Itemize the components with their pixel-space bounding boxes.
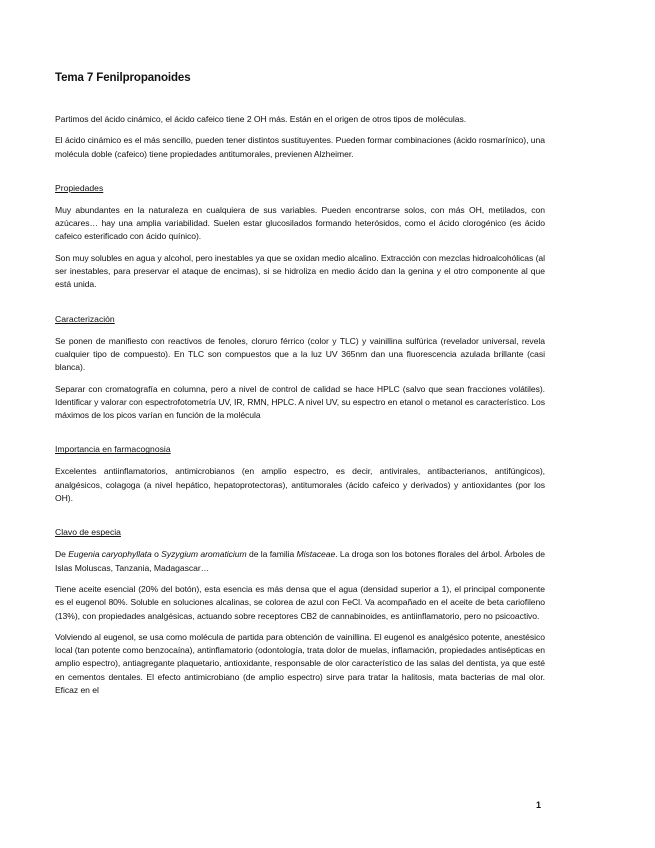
species-name-1: Eugenia caryophyllata: [68, 549, 152, 560]
section-heading-clavo: Clavo de especia: [55, 527, 121, 538]
intro-paragraph-2: El ácido cinámico es el más sencillo, pueden tener distintos sustituyentes. Pueden formar combinaciones (ácido rosmarínico), una molécula doble (cafeico) tiene propiedades antitumorales, previenen Alzheimer.: [55, 135, 545, 159]
clavo-paragraph-3: Volviendo al eugenol, se usa como molécula de partida para obtención de vainillina. El eugenol es analgésico potente, anestésico local (tan potente como benzocaína), antinflamatorio (odontología, trata dolor de muelas, inflamación, propiedades antisépticas en amplio espectro), antiagregante plaquetario, antioxidante, responsable de olor característico de las salas del dentista, ya que esté en cementos dentales. El efecto antimicrobiano (de amplio espectro) sirve para tratar la halitosis, mata bacterias de mal olor. Eficaz en el: [55, 631, 545, 696]
document-body: [55, 72, 545, 705]
section-heading-importancia: Importancia en farmacognosia: [55, 444, 171, 455]
clavo-paragraph-1: [55, 548, 545, 575]
caracterizacion-paragraph-1: Se ponen de manifiesto con reactivos de fenoles, cloruro férrico (color y TLC) y vainillina sulfúrica (revelador universal, revela cualquier tipo de compuesto). En TLC son compuestos que a la luz UV 365nm dan una fluorescencia azulada brillante (casi blanca).: [55, 335, 545, 373]
clavo-paragraph-2: Tiene aceite esencial (20% del botón), esta esencia es más densa que el agua (densidad superior a 1), el principal componente es el eugenol 80%. Soluble en soluciones alcalinas, se colorea de azul con FeCl. Va acompañado en el aceite de beta cariofileno (13%), con propiedades analgésicas, actuando sobre receptores CB2 de cannabinoides, es antiinflamatorio, pero no psicoactivo.: [55, 583, 545, 621]
importancia-paragraph-1: Excelentes antiinflamatorios, antimicrobianos (en amplio espectro, es decir, antivirales, antibacterianos, antifúngicos), analgésicos, colagoga (a nivel hepático, hepatoprotectoras), antitumorales (ácido cafeico y derivados) y antioxidantes (por los OH).: [55, 466, 545, 504]
clavo-text-de: De: [55, 549, 69, 560]
propiedades-paragraph-2: Son muy solubles en agua y alcohol, pero inestables ya que se oxidan medio alcalino. Extracción con mezclas hidroalcohólicas (al ser inestables, para preservar el ataque de encimas), si se hidroliza en medio ácido dan la genina y el otro componente al que está unida.: [55, 252, 545, 290]
clavo-text-o: o: [151, 549, 162, 560]
section-heading-caracterizacion: Caracterización: [55, 313, 115, 324]
species-name-2: Syzygium aromaticium: [161, 549, 247, 560]
clavo-text-familia: de la familia: [246, 549, 297, 560]
family-name: Mistaceae: [296, 549, 336, 560]
caracterizacion-paragraph-2: Separar con cromatografía en columna, pero a nivel de control de calidad se hace HPLC (salvo que sean fracciones volátiles). Identificar y valorar con espectrofotometría UV, IR, RMN, HPLC. A nivel UV, su espectro en etanol o metanol es característico. Los máximos de los picos varían en función de la molécula: [55, 383, 545, 421]
page-number: 1: [536, 800, 542, 810]
document-title: Tema 7 Fenilpropanoides: [55, 72, 191, 84]
section-heading-propiedades: Propiedades: [55, 182, 104, 193]
propiedades-paragraph-1: Muy abundantes en la naturaleza en cualquiera de sus variables. Pueden encontrarse solos, con más OH, metilados, con azúcares… hay una amplia variabilidad. Suelen estar glucosilados formando heterósidos, como el ácido clorogénico (es ácido cafeico esterificado con ácido quínico).: [55, 204, 545, 242]
intro-paragraph-1: Partimos del ácido cinámico, el ácido cafeico tiene 2 OH más. Están en el origen de otros tipos de moléculas.: [55, 114, 467, 124]
clavo-text-rest: . La droga son los botones florales del árbol. Árboles de Islas Moluscas, Tanzania, Madagascar…: [55, 549, 546, 573]
